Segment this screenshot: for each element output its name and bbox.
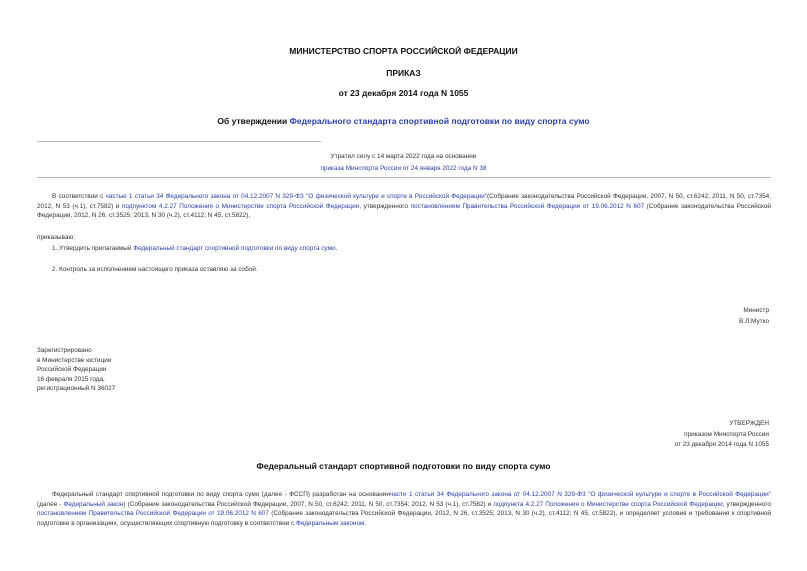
order-item-1-prefix: 1. Утвердить прилагаемый	[52, 245, 134, 252]
preamble-text-1: В соответствии с	[52, 193, 106, 200]
preamble-link-law[interactable]: частью 1 статьи 34 Федерального закона от 04.12.2007 N 329-ФЗ "О физической культуре и спорте в Российской Федерации"	[105, 193, 488, 200]
approval-line: от 23 декабря 2014 года N 1055	[674, 441, 769, 448]
order-date: от 23 декабря 2014 года N 1055	[338, 88, 469, 98]
ministry-heading: МИНИСТЕРСТВО СПОРТА РОССИЙСКОЙ ФЕДЕРАЦИИ	[289, 46, 518, 56]
status-link[interactable]: приказа Минспорта России от 24 января 2022 года N 38	[320, 165, 487, 172]
preamble-text-4: (Собрание законодательства Российской Федерации, 2012, N 26, ст.3525; 2013, N 30 (ч.2), ст.4112; N 45, ст.5822),	[37, 202, 772, 219]
prikazyvayu: приказываю:	[37, 234, 75, 241]
order-item-1-suffix: .	[335, 245, 338, 252]
registration-block	[37, 346, 115, 394]
approval-line: приказом Минспорта России	[684, 430, 769, 438]
standard-link-law[interactable]: части 1 статьи 34 Федерального закона от 04.12.2007 N 329-ФЗ "О физической культуре и спорте в Российской Федерации"	[389, 491, 771, 498]
standard-link-federal-law-2[interactable]: Федеральным законом	[296, 519, 365, 527]
standard-text-4: , утвержденного	[722, 500, 771, 508]
registration-line: Зарегистрировано	[37, 347, 92, 354]
order-title-prefix: Об утверждении	[217, 116, 290, 126]
standard-text-5: (Собрание законодательства Российской Федерации, 2012, N 26, ст.3525; 2013, N 30 (ч.2), ст.4112; N 45, ст.5822), и определяет условия и требования к спортивной подготовке в организациях, осуществляющих спортивную подготовку в соответствии с	[37, 510, 772, 527]
standard-link-regulation[interactable]: подпункта 4.2.27 Положения о Министерстве спорта Российской Федерации	[493, 500, 723, 508]
order-item-1	[52, 244, 337, 254]
preamble-text-2: (Собрание законодательства Российской Федерации, 2007, N 50, ст.6242; 2011, N 50, ст.7354; 2012, N 53 (ч.1), ст.7582) и	[37, 193, 772, 210]
order-item-1-link[interactable]: Федеральный стандарт спортивной подготовки по виду спорта сумо	[133, 245, 336, 252]
registration-line: в Министерстве юстиции	[37, 356, 112, 364]
status-link-line	[0, 164, 807, 174]
preamble-link-regulation[interactable]: подпунктом 4.2.27 Положения о Министерстве спорта Российской Федерации	[121, 202, 360, 210]
signature-role: Министр	[743, 307, 769, 314]
standard-text-2: (далее -	[37, 500, 64, 508]
divider-long	[37, 177, 771, 178]
standard-title: Федеральный стандарт спортивной подготовки по виду спорта сумо	[256, 461, 551, 471]
standard-text-1: Федеральный стандарт спортивной подготовки по виду спорта сумо (далее - ФССП) разработан на основании	[52, 491, 390, 498]
order-title	[0, 116, 807, 126]
registration-line: 16 февраля 2015 года,	[37, 375, 105, 383]
standard-link-resolution[interactable]: постановлением Правительства Российской Федерации от 19.06.2012 N 607	[37, 510, 269, 517]
status-line: Утратил силу с 14 марта 2022 года на основании	[330, 153, 477, 160]
approval-line: УТВЕРЖДЕН	[729, 420, 769, 427]
preamble-link-resolution[interactable]: постановлением Правительства Российской Федерации от 19.06.2012 N 607	[410, 202, 645, 210]
standard-paragraph	[37, 490, 771, 528]
standard-link-federal-law[interactable]: Федеральный закон	[63, 500, 124, 508]
standard-text-6: .	[364, 519, 367, 527]
order-title-link[interactable]: Федерального стандарта спортивной подготовки по виду спорта сумо	[289, 116, 590, 126]
registration-line: регистрационный N 36027	[37, 385, 116, 392]
preamble-paragraph	[37, 192, 771, 221]
signature-name: В.Л.Мутко	[739, 318, 769, 325]
preamble-text-3: , утвержденного	[359, 202, 411, 210]
registration-line: Российской Федерации	[37, 366, 107, 373]
approval-block	[675, 419, 769, 451]
standard-text-3: ) (Собрание законодательства Российской Федерации, 2007, N 50, ст.6242; 2011, N 50, ст.7354; 2012, N 53 (ч.1), ст.7582) и	[123, 500, 494, 508]
doc-type-heading: ПРИКАЗ	[386, 68, 421, 78]
divider-short	[37, 141, 321, 142]
order-item-2: 2. Контроль за исполнением настоящего приказа оставляю за собой.	[52, 266, 258, 273]
